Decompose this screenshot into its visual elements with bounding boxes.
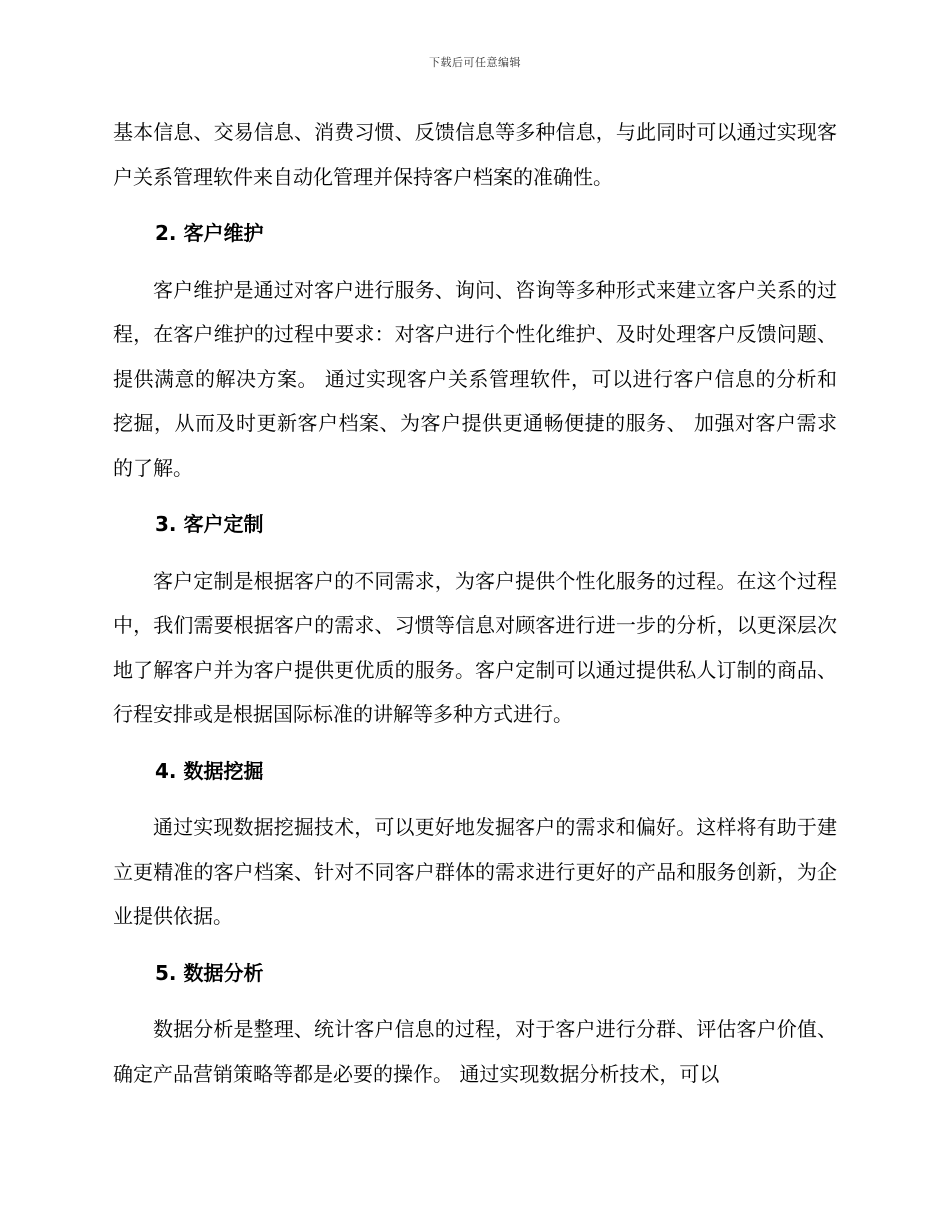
paragraph-customer-maintenance: 客户维护是通过对客户进行服务、询问、咨询等多种形式来建立客户关系的过程，在客户维护的过程中要求：对客户进行个性化维护、及时处理客户反馈问题、提供满意的解决方案。 通过实现客户关系管理软件，可以进行客户信息的分析和挖掘，从而及时更新客户档案、为客户提供更通畅便捷的服务、 加强对客户需求的了解。	[113, 277, 837, 480]
paragraph-data-analysis: 数据分析是整理、统计客户信息的过程，对于客户进行分群、评估客户价值、确定产品营销策略等都是必要的操作。 通过实现数据分析技术，可以	[113, 1017, 837, 1086]
continued-paragraph: 基本信息、交易信息、消费习惯、反馈信息等多种信息，与此同时可以通过实现客户关系管理软件来自动化管理并保持客户档案的准确性。	[113, 120, 837, 189]
section-heading-customer-maintenance: 2. 客户维护	[155, 221, 264, 245]
page-header: 下载后可任意编辑	[429, 56, 521, 69]
paragraph-data-mining: 通过实现数据挖掘技术，可以更好地发掘客户的需求和偏好。这样将有助于建立更精准的客户档案、针对不同客户群体的需求进行更好的产品和服务创新，为企业提供依据。	[113, 815, 837, 928]
document-body	[113, 110, 837, 1096]
section-heading-customer-customization: 3. 客户定制	[155, 512, 264, 536]
section-heading-data-analysis: 5. 数据分析	[155, 960, 264, 985]
section-heading-data-mining: 4. 数据挖掘	[155, 758, 264, 783]
paragraph-customer-customization: 客户定制是根据客户的不同需求，为客户提供个性化服务的过程。在这个过程中，我们需要根据客户的需求、习惯等信息对顾客进行进一步的分析，以更深层次地了解客户并为客户提供更优质的服务。客户定制可以通过提供私人订制的商品、行程安排或是根据国际标准的讲解等多种方式进行。	[113, 568, 837, 726]
